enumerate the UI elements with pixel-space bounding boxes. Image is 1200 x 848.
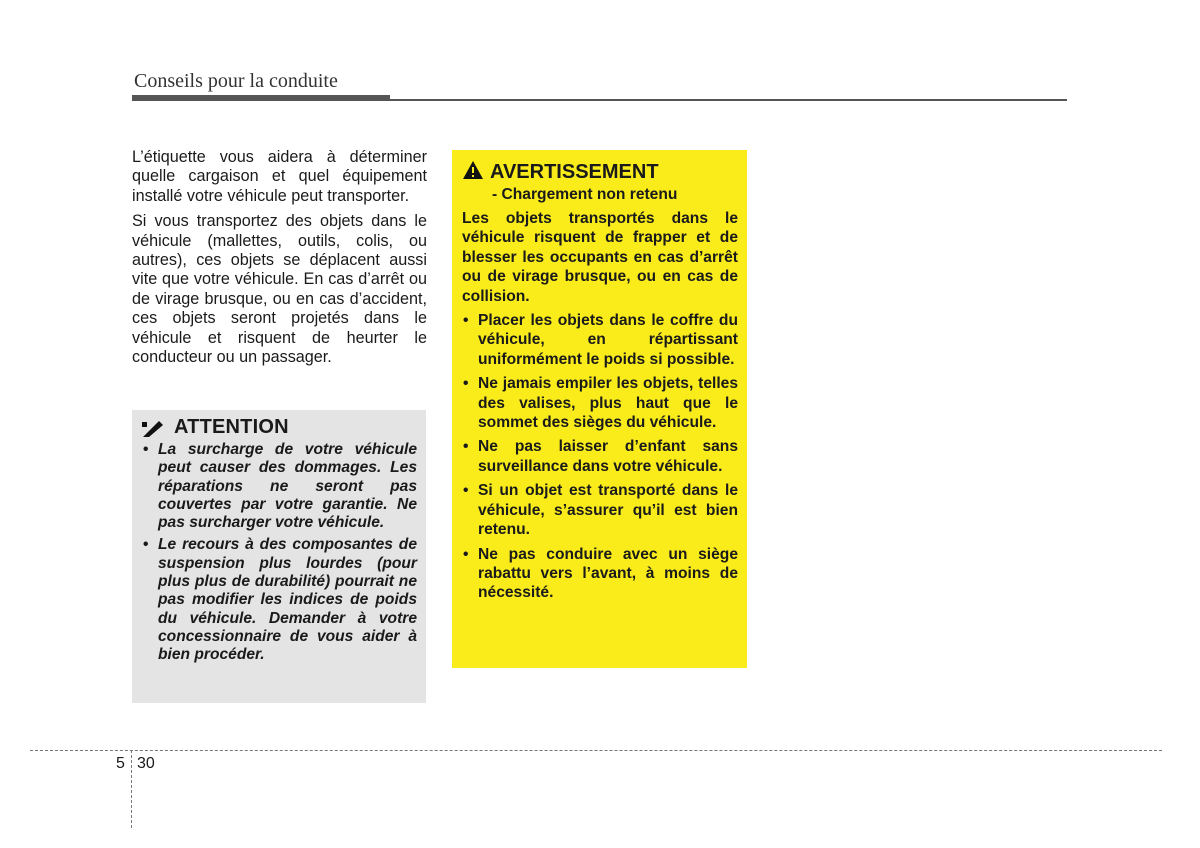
warning-box — [452, 150, 747, 668]
header-rule — [132, 95, 390, 101]
pencil-icon — [142, 419, 166, 437]
attention-title: ATTENTION — [174, 416, 289, 438]
warning-subtitle: - Chargement non retenu — [492, 186, 678, 203]
list-item: • Le recours à des composantes de suspension plus lourdes (pour plus plus de durabilité) pourrait ne pas modifier les indices de poids du véhicule. Demander à votre concessionnaire de vous aider à bien procéder. — [142, 536, 417, 664]
paragraph: L’étiquette vous aidera à déterminer quelle cargaison et quel équipement installé votre véhicule peut transporter. — [132, 148, 427, 205]
list-item: • Si un objet est transporté dans le véhicule, s’assurer qu’il est bien retenu. — [462, 481, 738, 539]
attention-list — [142, 441, 417, 665]
body-text — [132, 148, 427, 373]
list-item: • Ne pas conduire avec un siège rabattu vers l’avant, à moins de nécessité. — [462, 545, 738, 603]
list-item: • La surcharge de votre véhicule peut causer des dommages. Les réparations ne seront pas couvertes par votre garantie. Ne pas surcharger votre véhicule. — [142, 441, 417, 532]
page-number: 30 — [137, 755, 155, 772]
list-item: • Ne pas laisser d’enfant sans surveillance dans votre véhicule. — [462, 437, 738, 476]
warning-list — [462, 311, 738, 603]
warning-header — [462, 160, 738, 185]
paragraph: Si vous transportez des objets dans le véhicule (mallettes, outils, colis, ou autres), ces objets se déplacent aussi vite que votre véhicule. En cas d’arrêt ou de virage brusque, ou en cas d’accident, ces objets seront projetés dans le véhicule et risquent de heurter le conducteur ou un passager. — [132, 212, 427, 367]
list-item: • Placer les objets dans le coffre du véhicule, en répartissant uniformément le poids si possible. — [462, 311, 738, 369]
page-title: Conseils pour la conduite — [134, 70, 338, 92]
warning-triangle-icon — [462, 160, 484, 185]
warning-intro: Les objets transportés dans le véhicule risquent de frapper et de blesser les occupants en cas d’arrêt ou de virage brusque, ou en cas de collision. — [462, 210, 738, 305]
footer-divider — [30, 750, 1162, 751]
chapter-number: 5 — [116, 755, 125, 772]
list-item: • Ne jamais empiler les objets, telles des valises, plus haut que le sommet des sièges du véhicule. — [462, 374, 738, 432]
attention-box — [132, 410, 426, 703]
header-rule-thin — [390, 99, 1067, 101]
attention-header — [142, 416, 417, 439]
warning-title: AVERTISSEMENT — [490, 161, 659, 183]
footer-vertical-divider — [131, 750, 132, 828]
